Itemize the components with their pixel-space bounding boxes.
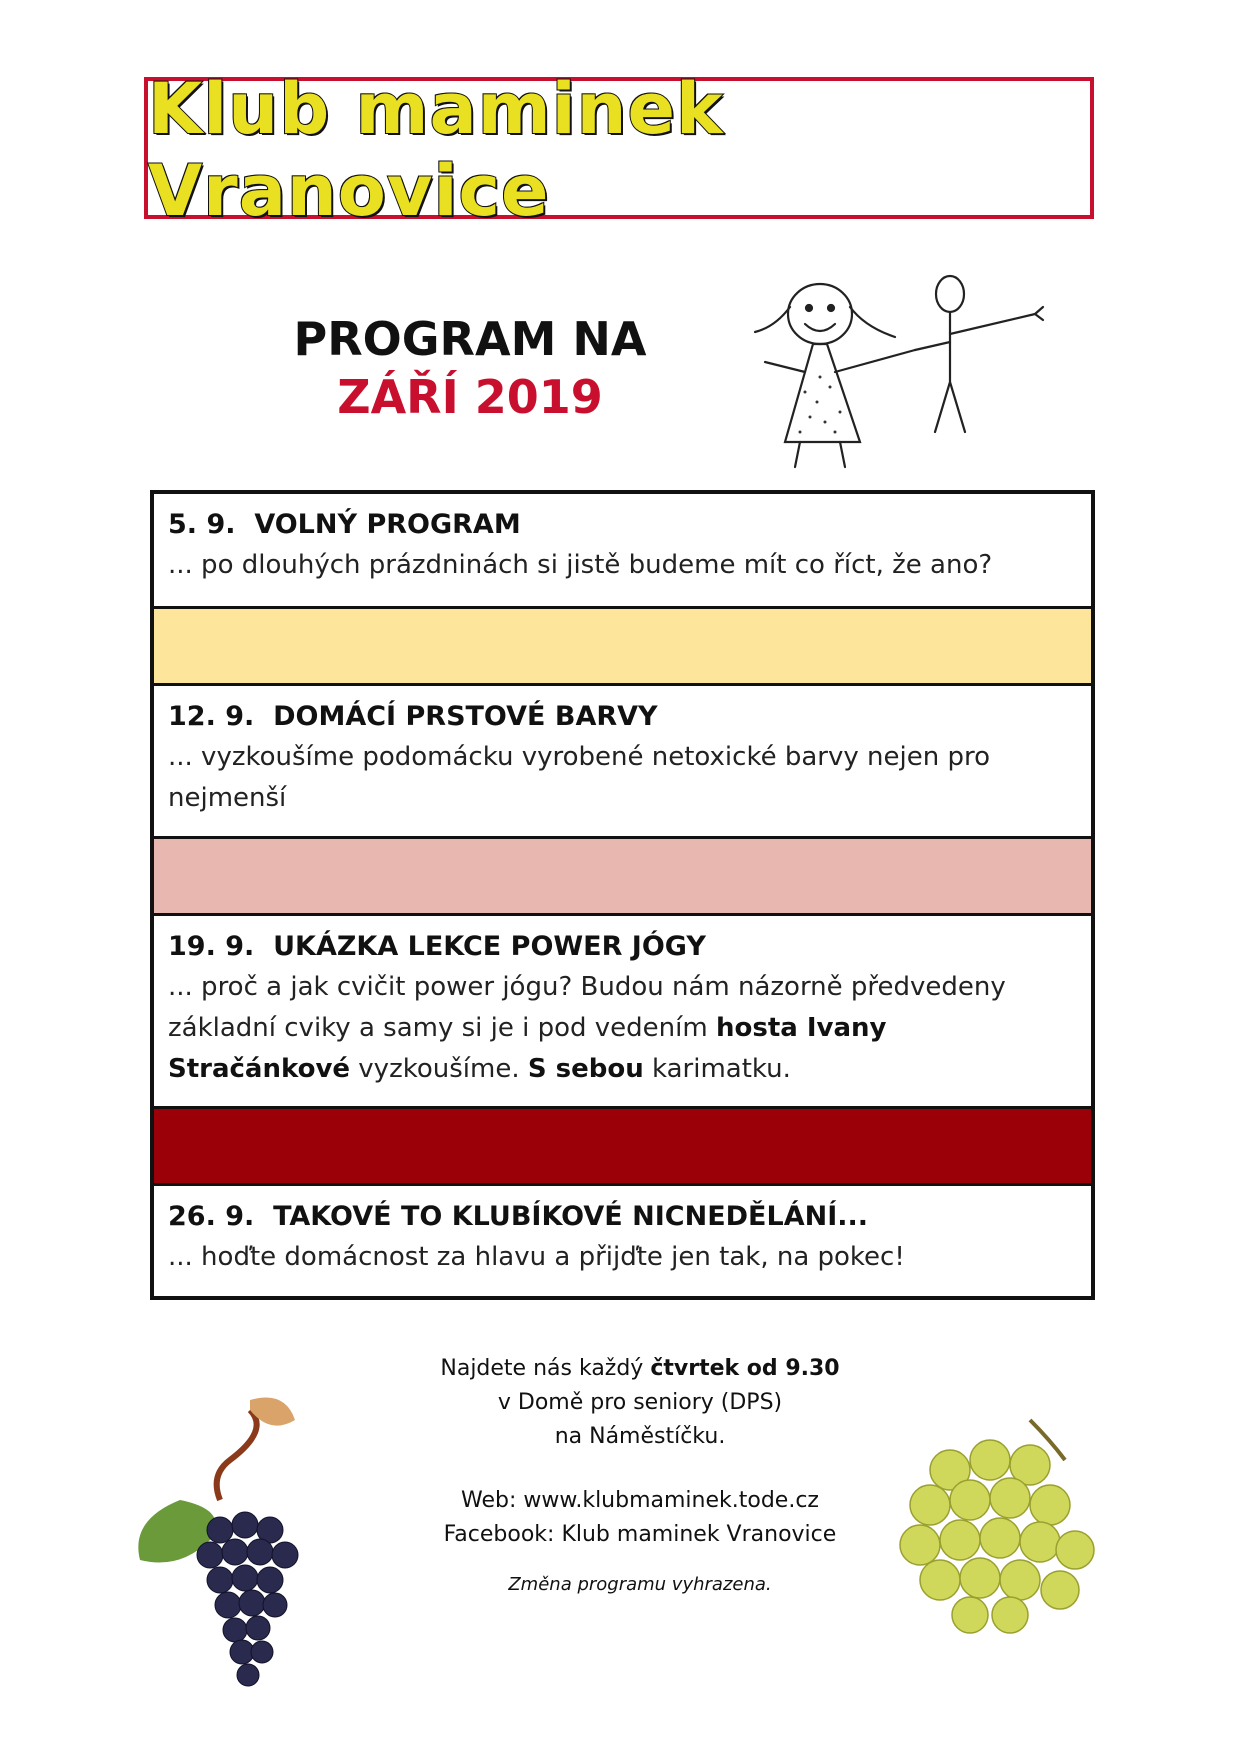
program-heading — [230, 310, 710, 426]
event-date: 5. 9. — [168, 509, 236, 540]
kids-drawing-illustration — [745, 272, 1045, 472]
footer-time: čtvrtek od 9.30 — [650, 1356, 840, 1381]
footer-facebook: Facebook: Klub maminek Vranovice — [443, 1522, 837, 1547]
footer-place: na Náměstíčku. — [554, 1424, 726, 1449]
event-description-bring: S sebou — [527, 1054, 644, 1084]
header-box — [144, 68, 1094, 232]
event-date: 19. 9. — [168, 931, 255, 962]
event-title: DOMÁCÍ PRSTOVÉ BARVY — [273, 701, 658, 732]
event-description-text: vyzkoušíme. — [350, 1054, 528, 1084]
dark-grapes-illustration — [120, 1390, 360, 1700]
event-title: UKÁZKA LEKCE POWER JÓGY — [273, 931, 706, 962]
event-heading — [168, 696, 1077, 737]
color-separator — [154, 1106, 1091, 1186]
event-heading — [168, 1196, 1077, 1237]
event-description: ... po dlouhých prázdninách si jistě budeme mít co říct, že ano? — [168, 550, 993, 580]
event-description-text: karimatku. — [643, 1054, 791, 1084]
event-description: ... hoďte domácnost za hlavu a přijďte jen tak, na pokec! — [168, 1242, 905, 1272]
color-separator — [154, 836, 1091, 916]
event-title: TAKOVÉ TO KLUBÍKOVÉ NICNEDĚLÁNÍ... — [273, 1201, 869, 1232]
event-date: 26. 9. — [168, 1201, 255, 1232]
event-row — [154, 1186, 1091, 1296]
event-description: ... vyzkoušíme podomácku vyrobené netoxické barvy nejen pro nejmenší — [168, 742, 990, 813]
green-grapes-illustration — [880, 1410, 1120, 1640]
footer-web: Web: www.klubmaminek.tode.cz — [461, 1488, 819, 1513]
club-title: Klub maminek Vranovice — [148, 68, 724, 232]
event-row — [154, 686, 1091, 836]
footer-text: Najdete nás každý — [440, 1356, 651, 1381]
footer-info — [400, 1352, 880, 1602]
event-row — [154, 494, 1091, 606]
event-description-guest: hosta Ivany Stračánkové — [168, 1013, 887, 1084]
program-month: ZÁŘÍ 2019 — [337, 370, 603, 424]
event-heading — [168, 926, 1077, 967]
color-separator — [154, 606, 1091, 686]
event-row — [154, 916, 1091, 1106]
event-description — [168, 967, 1077, 1090]
event-description-text: ... proč a jak cvičit power jógu? Budou nám názorně předvedeny základní cviky a samy si je i pod vedením — [168, 972, 1006, 1043]
footer-note: Změna programu vyhrazena. — [508, 1574, 772, 1595]
event-title: VOLNÝ PROGRAM — [254, 509, 521, 540]
event-heading — [168, 504, 1077, 545]
event-date: 12. 9. — [168, 701, 255, 732]
footer-location: v Domě pro seniory (DPS) — [497, 1390, 783, 1415]
footer-meeting-time — [400, 1352, 880, 1386]
program-heading-label: PROGRAM NA — [293, 312, 647, 366]
schedule-table — [150, 490, 1095, 1300]
